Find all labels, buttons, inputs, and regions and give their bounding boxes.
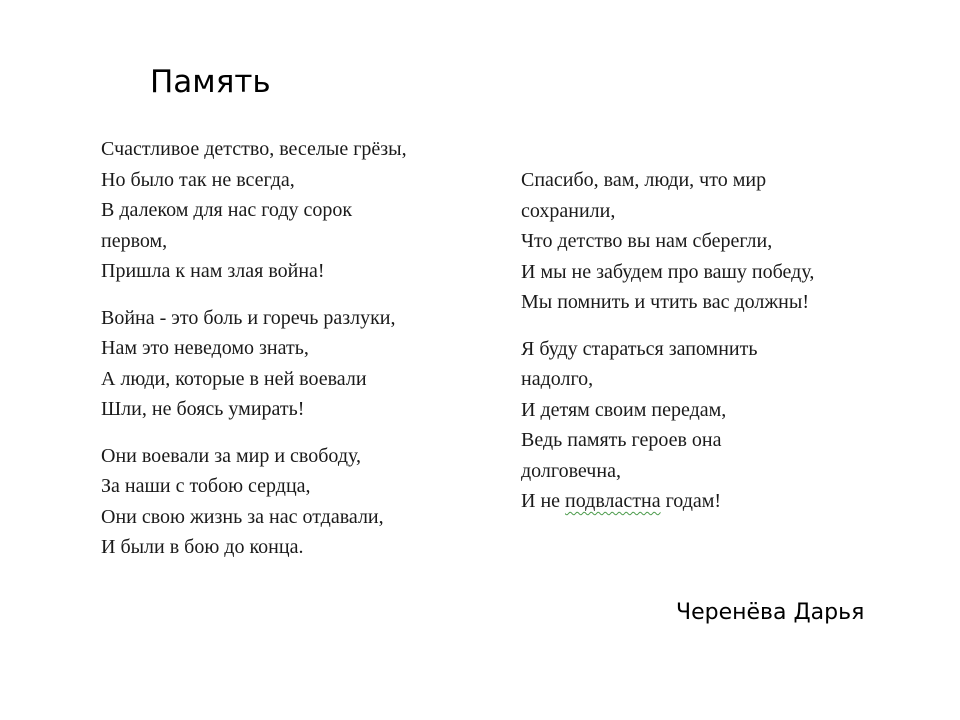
poem-line: Счастливое детство, веселые грёзы, <box>101 138 407 160</box>
poem-right-column <box>521 165 814 517</box>
stanza <box>521 165 814 318</box>
poem-line: Но было так не всегда, <box>101 168 295 191</box>
poem-line: А люди, которые в ней воевали <box>101 367 367 390</box>
poem-line-prefix: И не <box>521 490 566 512</box>
poem-line-suffix: годам! <box>660 490 722 512</box>
poem-line: И были в бою до конца. <box>101 536 304 558</box>
poem-line: Нам это неведомо знать, <box>101 337 309 359</box>
spellcheck-underlined-word: подвластна <box>565 490 661 512</box>
poem-line: первом, <box>101 229 168 252</box>
slide-title: Память <box>150 64 271 100</box>
stanza <box>521 334 814 517</box>
poem-line: Шли, не боясь умирать! <box>101 398 305 420</box>
poem-line: И детям своим передам, <box>521 398 727 421</box>
poem-line: сохранили, <box>521 199 616 222</box>
stanza <box>101 134 407 287</box>
poem-line: надолго, <box>521 368 594 390</box>
poem-line: В далеком для нас году сорок <box>101 199 353 221</box>
poem-line: Пришла к нам злая война! <box>101 260 325 282</box>
stanza <box>101 303 407 425</box>
poem-line: Ведь память героев она <box>521 429 722 451</box>
poem-line: Они воевали за мир и свободу, <box>101 444 361 467</box>
poem-line: Спасибо, вам, люди, что мир <box>521 169 767 191</box>
poem-line-last <box>521 486 814 517</box>
poem-line: Война - это боль и горечь разлуки, <box>101 306 396 329</box>
author-name: Черенёва Дарья <box>676 600 865 625</box>
poem-line: Я буду стараться запомнить <box>521 337 758 360</box>
poem-line: долговечна, <box>521 459 621 482</box>
stanza <box>101 441 407 563</box>
poem-line: Что детство вы нам сберегли, <box>521 230 773 252</box>
poem-line: За наши с тобою сердца, <box>101 475 311 497</box>
poem-line: И мы не забудем про вашу победу, <box>521 260 815 283</box>
poem-left-column <box>101 134 407 563</box>
poem-line: Мы помнить и чтить вас должны! <box>521 291 809 313</box>
poem-line: Они свою жизнь за нас отдавали, <box>101 505 384 528</box>
